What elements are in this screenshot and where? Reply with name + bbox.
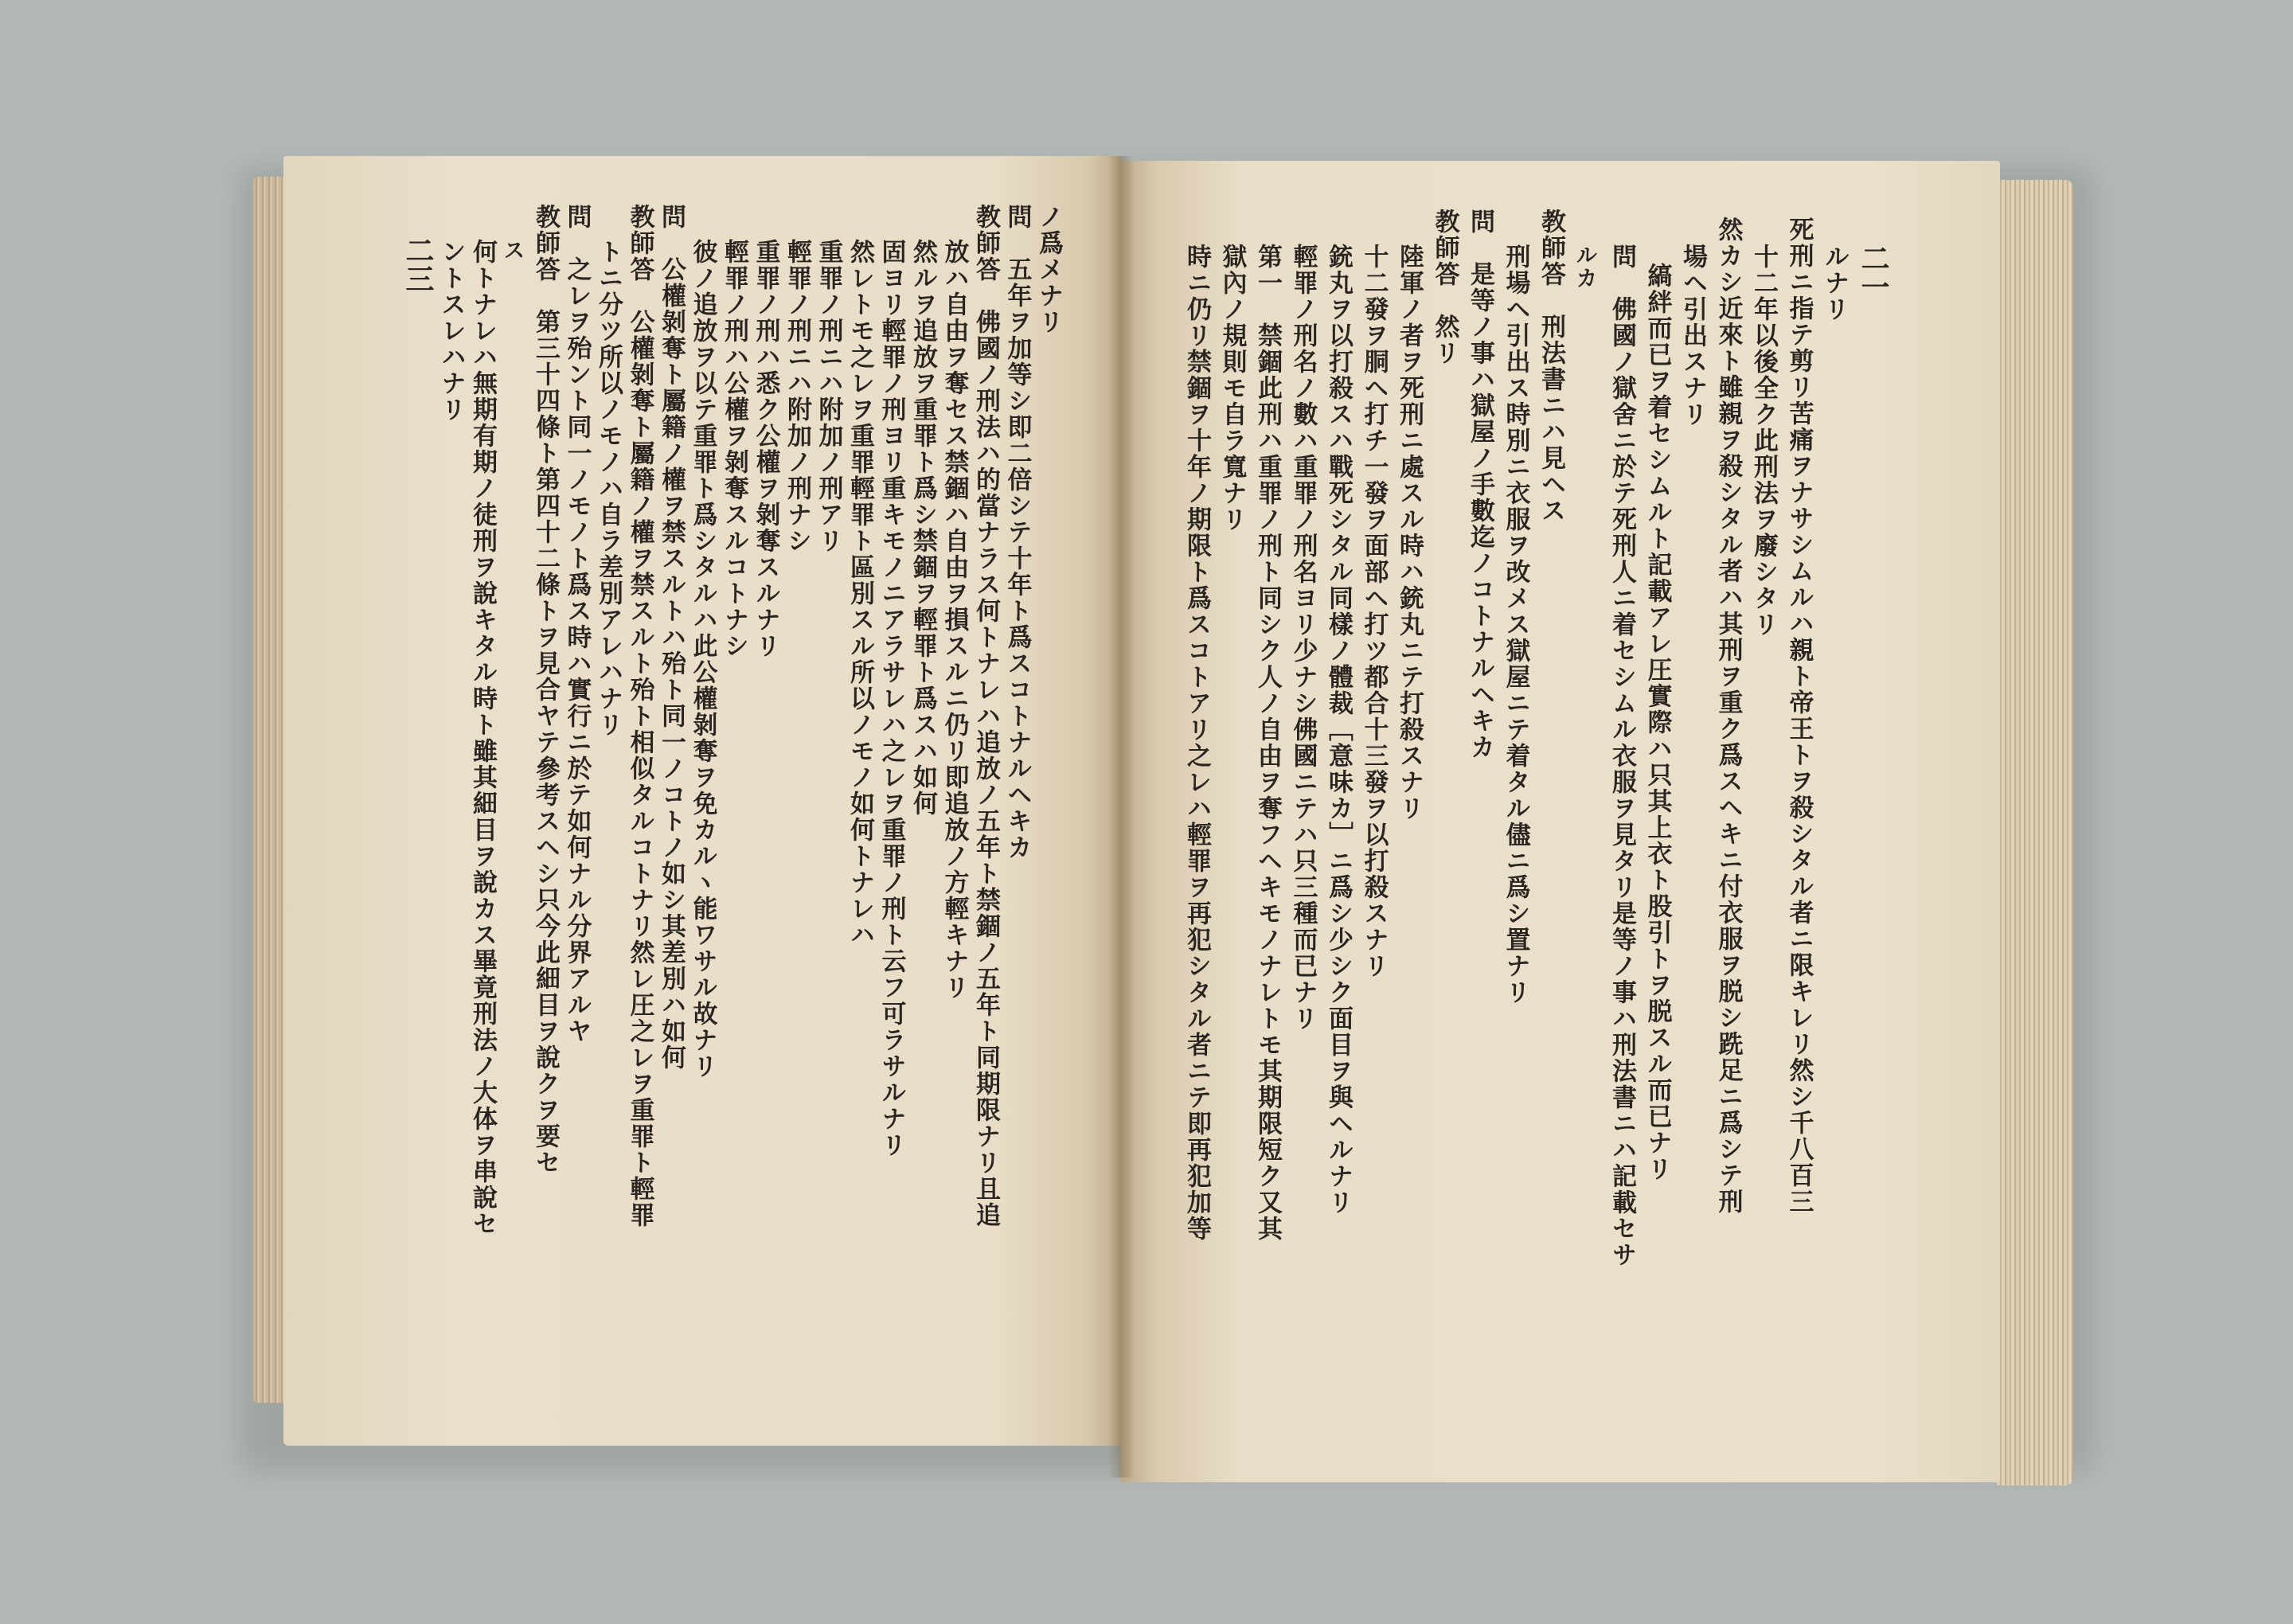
text-line: 何トナレハ無期有期ノ徒刑ヲ說キタル時ト雖其細目ヲ說カス畢竟刑法ノ大体ヲ串說セ [468, 239, 497, 1237]
text-line: 教師答 然リ [1430, 209, 1459, 366]
text-line: 然レトモ之レヲ重罪輕罪ト區別スル所以ノモノ如何トナレハ [846, 239, 874, 948]
text-line: 縞絆而已ヲ着セシムルト記載アレ圧實際ハ只其上衣ト股引トヲ脱スル而已ナリ [1643, 263, 1672, 1182]
text-line: 問 之レヲ殆ント同一ノモノト爲ス時ハ實行ニ於テ如何ナル分界アルヤ [562, 204, 592, 1044]
text-line: 固ヨリ輕罪ノ刑ヨリ重キモノニアラサレハ之レヲ重罪ノ刑ト云フ可ラサルナリ [877, 239, 906, 1158]
text-line: 然カシ近來ト雖親ヲ殺シタル者ハ其刑ヲ重ク爲スヘキニ付衣服ヲ脱シ跣足ニ爲シテ刑 [1713, 217, 1743, 1215]
text-line: 問 佛國ノ獄舍ニ於テ死刑人ニ着セシムル衣服ヲ見タリ是等ノ事ハ刑法書ニハ記載セサ [1607, 244, 1636, 1268]
text-line: 十二年以後全ク此刑法ヲ廢シタリ [1749, 244, 1778, 638]
text-line: 教師答 刑法書ニハ見ヘス [1537, 209, 1565, 524]
text-line: 問 是等ノ事ハ獄屋ノ手數迄ノコトナルヘキカ [1466, 209, 1494, 760]
text-line: 輕罪ノ刑名ノ數ハ重罪ノ刑名ヨリ少ナシ佛國ニテハ只三種而已ナリ [1288, 244, 1318, 1032]
text-line: 重罪ノ刑ニハ附加ノ刑アリ [814, 239, 843, 554]
text-line: 教師答 公權剝奪ト屬籍ノ權ヲ禁スルト殆ト相似タルコトナリ然レ圧之レヲ重罪ト輕罪 [625, 204, 654, 1228]
text-line: 場ヘ引出スナリ [1678, 244, 1707, 427]
text-line: 陸軍ノ者ヲ死刑ニ處スル時ハ銃丸ニテ打殺スナリ [1395, 244, 1424, 822]
text-line: 然ルヲ追放ヲ重罪ト爲シ禁錮ヲ輕罪ト爲スハ如何 [908, 239, 937, 817]
right-page [1121, 161, 2000, 1482]
text-line: ントスレハナリ [436, 239, 466, 423]
text-line: 重罪ノ刑ハ悉ク公權ヲ剝奪スルナリ [751, 239, 780, 659]
text-line: 放ハ自由ヲ奪セス禁錮ハ自由ヲ損スルニ仍リ即追放ノ方輕キナリ [939, 239, 969, 1001]
text-line: 銃丸ヲ以打殺スハ戰死シタル同樣ノ體裁［意味カ］ニ爲シ少シク面目ヲ與ヘルナリ [1324, 244, 1353, 1216]
right-page-folio: 二一 [1857, 244, 1890, 301]
text-line: 問 公權剝奪ト屬籍ノ權ヲ禁スルトハ殆ト同一ノコトノ如シ其差別ハ如何 [657, 204, 686, 1071]
text-line: ス [499, 239, 525, 262]
left-page-folio: 二三 [401, 236, 435, 293]
text-line: ルナリ [1820, 244, 1849, 322]
book-edge-right [1997, 180, 2073, 1485]
text-line: 輕罪ノ刑ニハ附加ノ刑ナシ [783, 239, 811, 554]
left-page [283, 156, 1121, 1446]
book-gutter [1108, 156, 1134, 1478]
text-line: 問 五年ヲ加等シ即二倍シテ十年ト爲スコトナルヘキカ [1002, 204, 1032, 861]
text-line: 教師答 佛國ノ刑法ハ的當ナラス何トナレハ追放ノ五年ト禁錮ノ五年ト同期限ナリ且追 [971, 204, 1000, 1228]
text-line: 獄內ノ規則モ自ラ寬ナリ [1217, 244, 1247, 533]
text-line: ルカ [1572, 244, 1597, 290]
text-line: 刑場ヘ引出ス時別ニ衣服ヲ改メス獄屋ニテ着タル儘ニ爲シ置ナリ [1501, 244, 1530, 1005]
text-line: 十二發ヲ胴ヘ打チ一發ヲ面部ヘ打ツ都合十三發ヲ以打殺スナリ [1359, 244, 1389, 979]
text-line: 彼ノ追放ヲ以テ重罪ト爲シタルハ此公權剝奪ヲ免カルヽ能ワサル故ナリ [688, 239, 717, 1079]
text-line: 時ニ仍リ禁錮ヲ十年ノ期限ト爲スコトアリ之レハ輕罪ヲ再犯シタル者ニテ即再犯加等 [1182, 244, 1211, 1242]
text-line: 第一 禁錮此刑ハ重罪ノ刑ト同シク人ノ自由ヲ奪フヘキモノナレトモ其期限短ク又其 [1253, 244, 1282, 1242]
text-line: ノ爲メナリ [1034, 204, 1063, 335]
text-line: 輕罪ノ刑ハ公權ヲ剝奪スルコトナシ [720, 239, 748, 659]
text-line: 教師答 第三十四條ト第四十二條トヲ見合ヤテ參考スヘシ只今此細目ヲ說クヲ要セ [531, 204, 560, 1176]
text-line: 死刑ニ指テ剪リ苦痛ヲナサシムルハ親ト帝王トヲ殺シタル者ニ限キレリ然シ千八百三 [1784, 217, 1814, 1215]
text-line: トニ分ツ所以ノモノハ自ラ差別アレハナリ [594, 239, 623, 738]
